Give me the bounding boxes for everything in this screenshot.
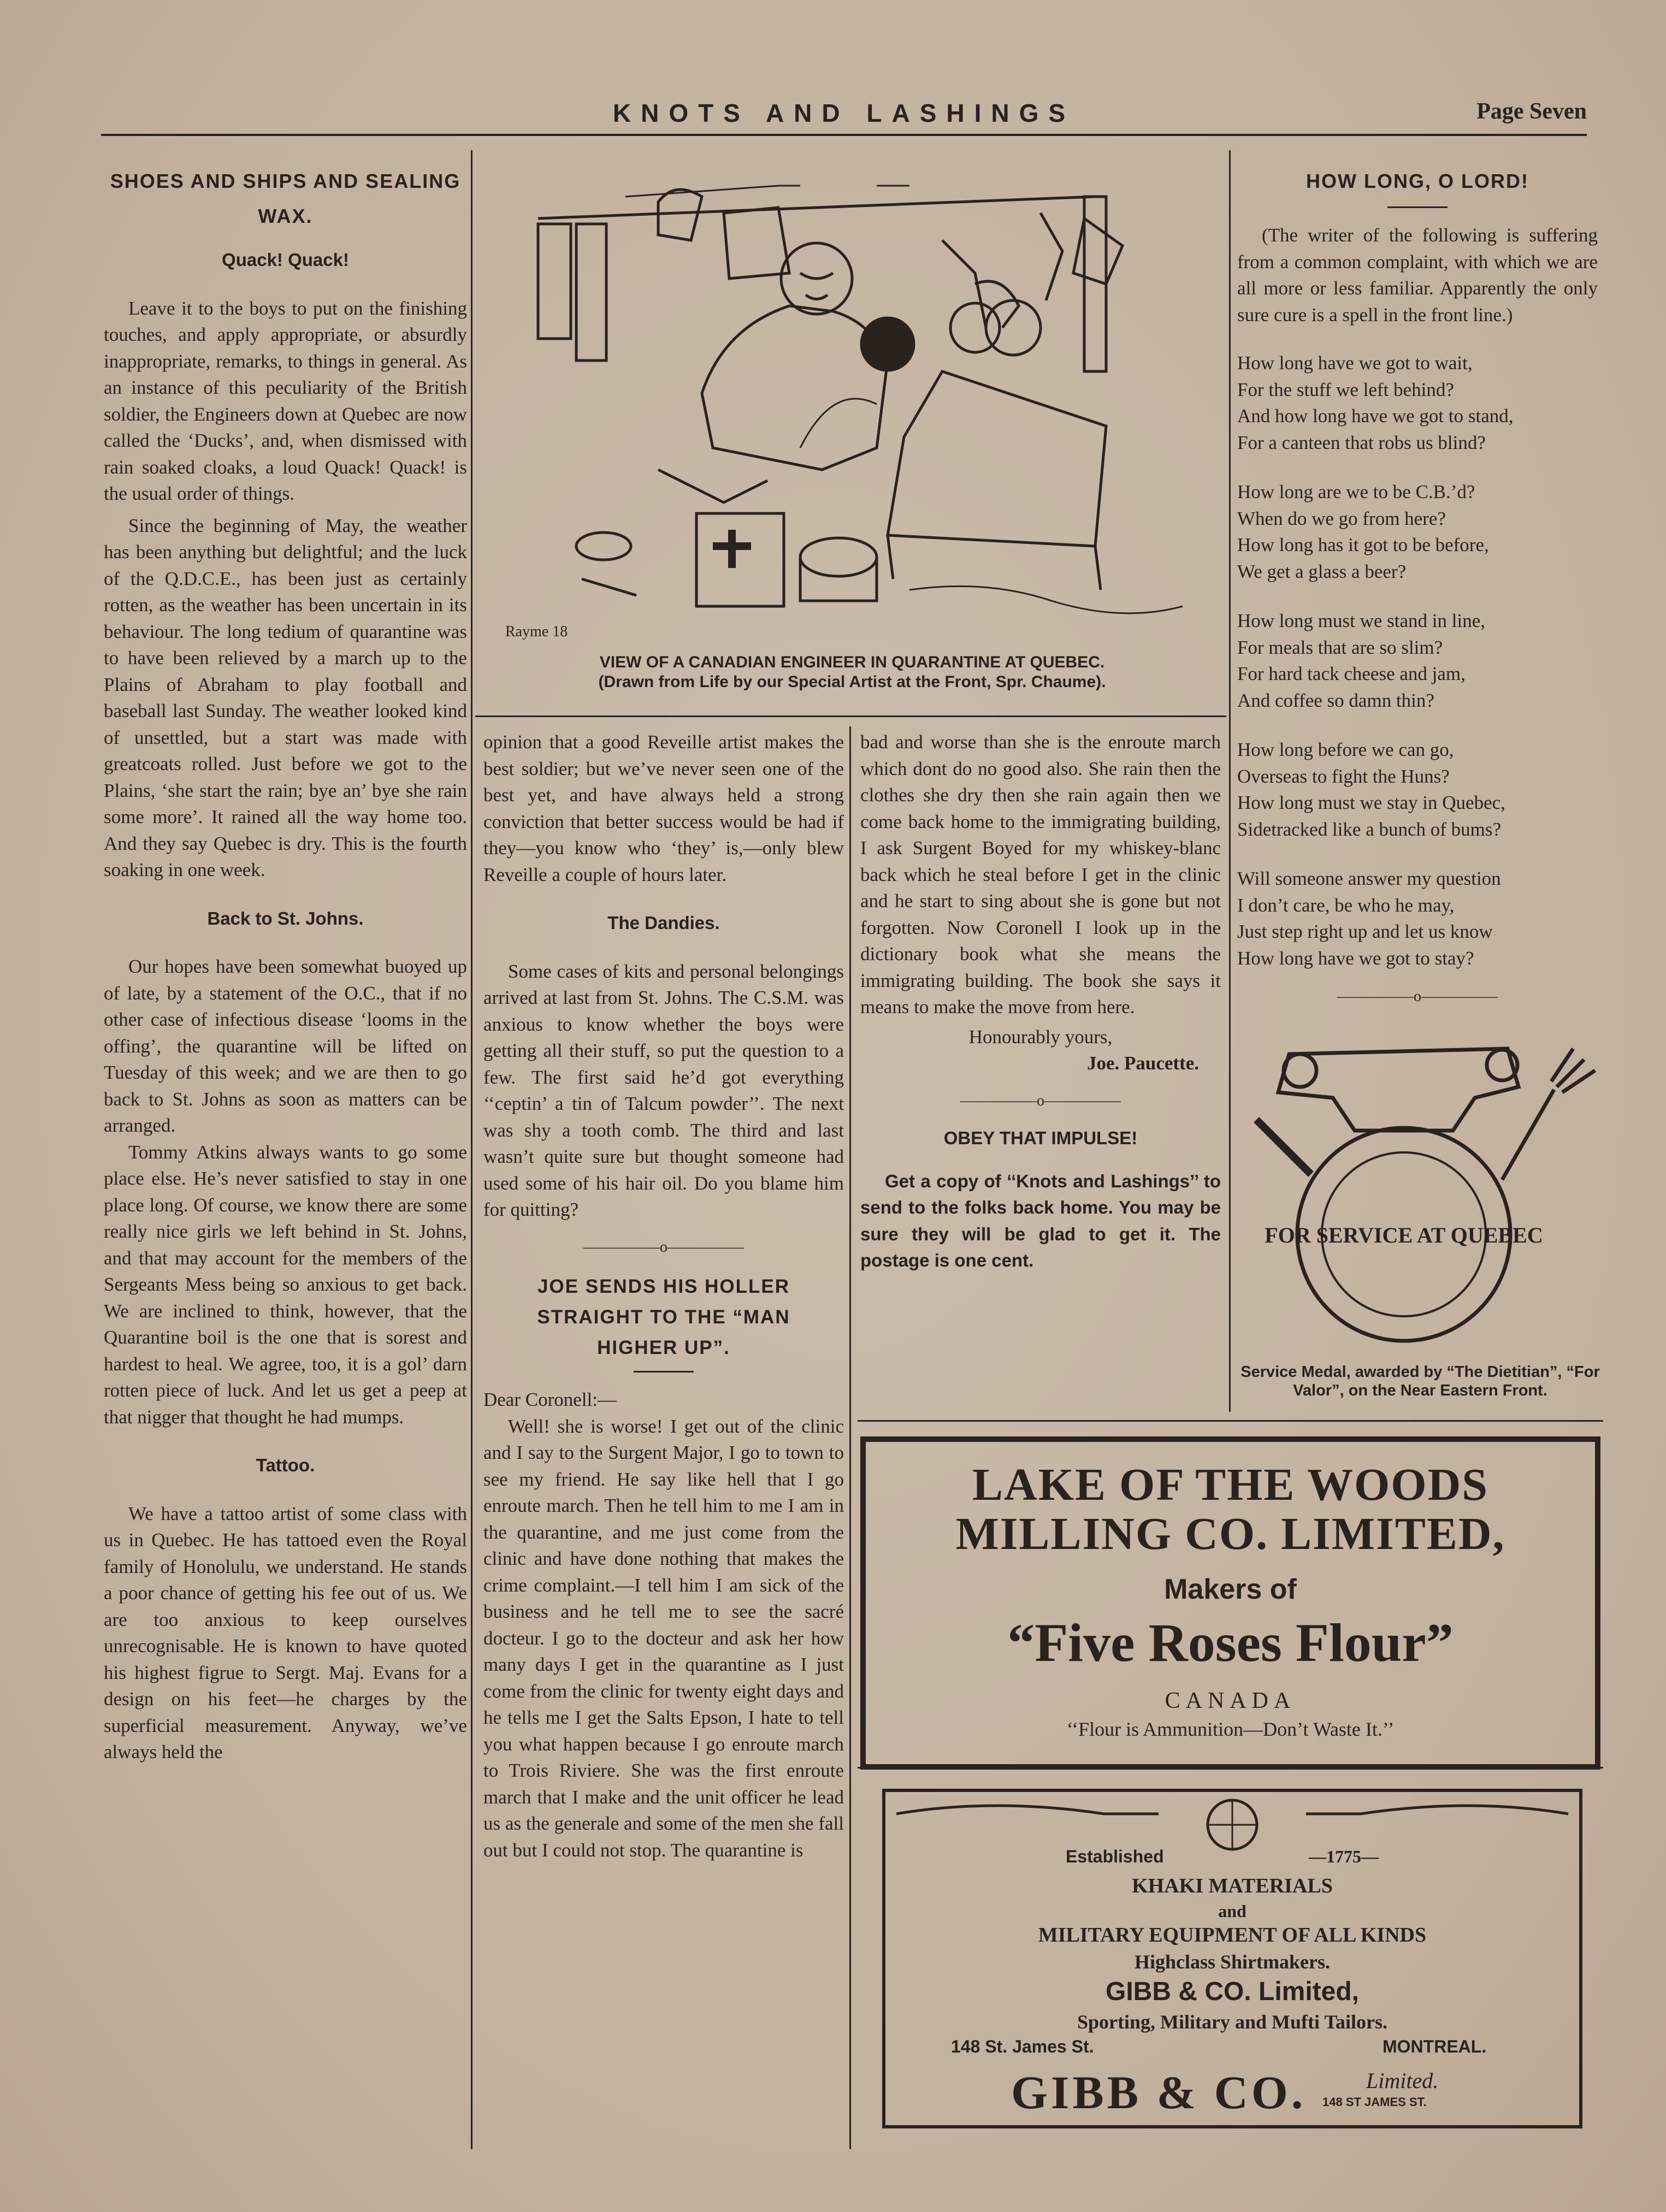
title-underline xyxy=(1387,206,1448,208)
article-title-joe-sends-holler: JOE SENDS HIS HOLLER STRAIGHT TO THE “MAN HIGHER UP”. xyxy=(537,1276,790,1358)
ad2-established: Established xyxy=(1066,1847,1164,1866)
ad2-year: —1775— xyxy=(1309,1847,1379,1866)
poem-line: Sidetracked like a bunch of bums? xyxy=(1237,818,1502,840)
column-4 xyxy=(1237,164,1598,1021)
poem-stanza xyxy=(1237,350,1598,456)
paragraph: Some cases of kits and personal belongings arrived at last from St. Johns. The C.S.M. was anxious to know whether the boys were getting all their stuff, so put the question to a few. The first said he’d got everything ‘‘ceptin’ a tin of Talcum powder’’. The next was shy a tooth comb. The third and last wasn’t quite sure but thought someone had used some of his hair oil. Do you blame him for quitting? xyxy=(483,960,844,1220)
service-medal-illustration xyxy=(1245,1038,1600,1355)
section-head-quack: Quack! Quack! xyxy=(222,250,349,270)
section-head-tattoo: Tattoo. xyxy=(256,1455,315,1475)
poem-line: For meals that are so slim? xyxy=(1237,636,1443,658)
paragraph: Well! she is worse! I get out of the clinic and I say to the Surgent Major, I go to town to see my friend. He say like hell that I go enroute march. Then he tell him to me I am in the quarantine, and me just come from the clinic and have done nothing that makes the crime complaint.—I tell him I am sick of the business and he tell me to see the sacré docteur. I go to the docteur and ask her how many days I get in the quarantine as I just come from the clinic for twenty eight days and he tells me I get the Salts Epson, I hate to tell you what happen because I go enroute march to Trois Riviere. She was the first enroute march that I make and the unit officer he lead us as the generale and some of the men she fall out but I could not stop. The quarantine is xyxy=(483,1415,844,1861)
paragraph: bad and worse than she is the enroute march which dont do no good also. She rain then the clothes she dry then she rain again then we come back home to the immigrating building, I ask Surgent Boyed for my whiskey-blanc back which he steal before I get in the clinic and he start to sing about she is gone but not forgotten. Now Coronell I look up in the dictionary book what she means the immigrating building. The book she says it means to make the move from here. xyxy=(860,731,1221,1018)
letter-closing: Honourably yours, xyxy=(968,1026,1113,1048)
poem-line: For the stuff we left behind? xyxy=(1237,378,1454,400)
section-divider: —————o————— xyxy=(583,1238,744,1256)
poem-stanza xyxy=(1237,866,1598,972)
ad2-line4: Highclass Shirtmakers. xyxy=(1134,1951,1330,1973)
section-divider: —————o————— xyxy=(960,1092,1121,1109)
poem-line: And how long have we got to stand, xyxy=(1237,405,1514,427)
letter-salutation: Dear Coronell:— xyxy=(483,1389,617,1410)
column-3 xyxy=(860,729,1221,1274)
poem-intro: (The writer of the following is suffering from a common complaint, with which we are all more or less familiar. Apparently the only sure cure is a spell in the front line.) xyxy=(1237,224,1598,326)
ad-gibb-and-co xyxy=(882,1789,1582,2128)
quarantine-cartoon-drawing xyxy=(494,164,1213,644)
poem-line: How long have we got to stay? xyxy=(1237,947,1474,969)
medal-inscription: FOR SERVICE AT QUEBEC xyxy=(1265,1223,1543,1247)
column-divider-1 xyxy=(471,150,472,2149)
header-rule xyxy=(101,134,1587,136)
column-divider-3 xyxy=(1229,150,1231,1412)
medal-caption: Service Medal, awarded by “The Dietitian”, “For Valor”, on the Near Eastern Front. xyxy=(1240,1363,1600,1399)
paragraph: Leave it to the boys to put on the finishing touches, and apply appropriate, or absurdly inappropriate, remarks, to things in general. As an instance of this peculiarity of the British soldier, the Engineers down at Quebec are now called the ‘Ducks’, and, when dismissed with rain soaked cloaks, a loud Quack! Quack! is the usual order of things. xyxy=(104,297,467,504)
poem-line: When do we go from here? xyxy=(1237,507,1446,529)
column-divider-2 xyxy=(849,726,851,2149)
ad1-line6: ‘‘Flour is Ammunition—Don’t Waste It.’’ xyxy=(1066,1718,1395,1740)
poem-line: For hard tack cheese and jam, xyxy=(1237,663,1466,684)
paragraph: Get a copy of ‘‘Knots and Lashings’’ to send to the folks back home. You may be sure they will be glad to get it. The postage is one cent. xyxy=(860,1170,1221,1270)
cartoon-bottom-rule xyxy=(475,715,1226,717)
cartoon-signature: Rayme 18 xyxy=(505,623,568,640)
page-number: Page Seven xyxy=(1476,99,1587,124)
poem-line: How long must we stay in Quebec, xyxy=(1237,792,1505,813)
column-2 xyxy=(483,729,844,1864)
ad2-line5: GIBB & CO. Limited, xyxy=(1105,1977,1359,2006)
ad1-line5: CANADA xyxy=(1165,1688,1296,1713)
poem-line: I don’t care, be who he may, xyxy=(1237,894,1455,916)
poem-line: We get a glass a beer? xyxy=(1237,560,1407,582)
poem-line: How long before we can go, xyxy=(1237,739,1454,760)
poem-stanza xyxy=(1237,608,1598,714)
paragraph: Since the beginning of May, the weather has been anything but delightful; and the luck of the Q.D.C.E., has been just as certainly rotten, as the weather has been uncertain in its behaviour. The long tedium of quarantine was to have been relieved by a march up to the Plains of Abraham to play football and baseball last Sunday. The weather looked kind of unsettled, but a start was made with greatcoats rolled. Just before we got to the Plains, ‘she start the rain; bye an’ bye she rain some more’. It rained all the way home too. And they say Quebec is dry. This is the fourth soaking in one week. xyxy=(104,514,467,880)
title-underline xyxy=(634,1371,694,1373)
ad2-logo-limited: Limited. xyxy=(1366,2068,1439,2093)
poem-stanza xyxy=(1237,479,1598,585)
poem-line: How long has it got to be before, xyxy=(1237,534,1489,555)
poem-verses xyxy=(1237,350,1598,972)
cartoon-caption-line2: (Drawn from Life by our Special Artist at the Front, Spr. Chaume). xyxy=(598,673,1106,691)
ad-five-roses-flour xyxy=(860,1436,1600,1770)
paragraph: Our hopes have been somewhat buoyed up of late, by a statement of the O.C., that if no other case of infectious disease ‘looms in the offing’, the quarantine will be lifted on Tuesday of this week; and we are then to go back to St. Johns as soon as matters can be arranged. xyxy=(104,956,467,1136)
paragraph: We have a tattoo artist of some class with us in Quebec. He has tattoed even the Royal family of Honolulu, we understand. He stands a poor chance of getting his fee out of us. We are too anxious to keep ourselves unrecognisable. He is known to have quoted his highest figrue to Sergt. Maj. Evans for a design on his feet—he charges by the superficial measurement. Anyway, we’ve always held the xyxy=(104,1503,467,1762)
poem-line: Will someone answer my question xyxy=(1237,868,1501,889)
ad1-line4: “Five Roses Flour” xyxy=(1007,1612,1454,1673)
medal-drawing xyxy=(1245,1038,1600,1355)
section-head-back-to-st-johns: Back to St. Johns. xyxy=(207,908,364,928)
poem-line: For a canteen that robs us blind? xyxy=(1237,431,1486,453)
poem-line: How long must we stand in line, xyxy=(1237,610,1485,631)
ad2-crest-ornament xyxy=(885,1792,1579,1858)
ad2-line6: Sporting, Military and Mufti Tailors. xyxy=(1077,2011,1388,2033)
poem-line: Overseas to fight the Huns? xyxy=(1237,765,1450,787)
masthead-title: KNOTS AND LASHINGS xyxy=(612,99,1076,127)
ad2-logo: GIBB & CO. xyxy=(1011,2066,1307,2119)
section-head-obey-that-impulse: OBEY THAT IMPULSE! xyxy=(943,1128,1138,1148)
cartoon-illustration xyxy=(494,164,1213,644)
section-divider: —————o————— xyxy=(1337,988,1498,1005)
letter-signature: Joe. Paucette. xyxy=(1086,1052,1199,1074)
cartoon-caption-line1: VIEW OF A CANADIAN ENGINEER IN QUARANTINE AT QUEBEC. xyxy=(599,653,1105,671)
poem-stanza xyxy=(1237,737,1598,843)
ad-top-rule xyxy=(858,1420,1603,1422)
article-title-shoes-and-ships: SHOES AND SHIPS AND SEALING WAX. xyxy=(110,170,461,227)
poem-line: How long have we got to wait, xyxy=(1237,352,1473,374)
ad1-line2: MILLING CO. LIMITED, xyxy=(955,1509,1505,1559)
ad2-line3: MILITARY EQUIPMENT OF ALL KINDS xyxy=(1038,1924,1427,1947)
ad2-line2: and xyxy=(1218,1901,1246,1921)
poem-line: And coffee so damn thin? xyxy=(1237,689,1434,711)
poem-line: How long are we to be C.B.’d? xyxy=(1237,481,1475,502)
ad2-line1: KHAKI MATERIALS xyxy=(1132,1874,1333,1897)
poem-line: Just step right up and let us know xyxy=(1237,921,1493,942)
paragraph: opinion that a good Reveille artist makes the best soldier; but we’ve never seen one of the best yet, and have always held a strong conviction that better success would be had if they—you know who ‘they’ is,—only blew Reveille a couple of hours later. xyxy=(483,731,844,885)
page-header xyxy=(101,98,1587,131)
ad2-address: 148 St. James St. xyxy=(951,2037,1094,2056)
poem-title: HOW LONG, O LORD! xyxy=(1306,170,1529,192)
cartoon-caption xyxy=(481,653,1224,692)
section-head-the-dandies: The Dandies. xyxy=(607,913,720,933)
column-1 xyxy=(104,164,467,1766)
paragraph: Tommy Atkins always wants to go some place else. He’s never satisfied to stay in one place long. Of course, we know there are some really nice girls we left behind in St. Johns, and that may account for the members of the Sergeants Mess being so anxious to get back. We are inclined to think, however, that the Quarantine boil is the one that is sorest and hardest to heal. We agree, too, it is a gol’ darn rotten piece of luck. And let us get a peep at that nigger that thought he had mumps. xyxy=(104,1141,467,1428)
ad2-city: MONTREAL. xyxy=(1383,2037,1487,2056)
ad1-line3: Makers of xyxy=(1164,1574,1297,1605)
ad1-line1: LAKE OF THE WOODS xyxy=(972,1459,1488,1510)
ad2-logo-address: 148 ST JAMES ST. xyxy=(1322,2095,1427,2109)
